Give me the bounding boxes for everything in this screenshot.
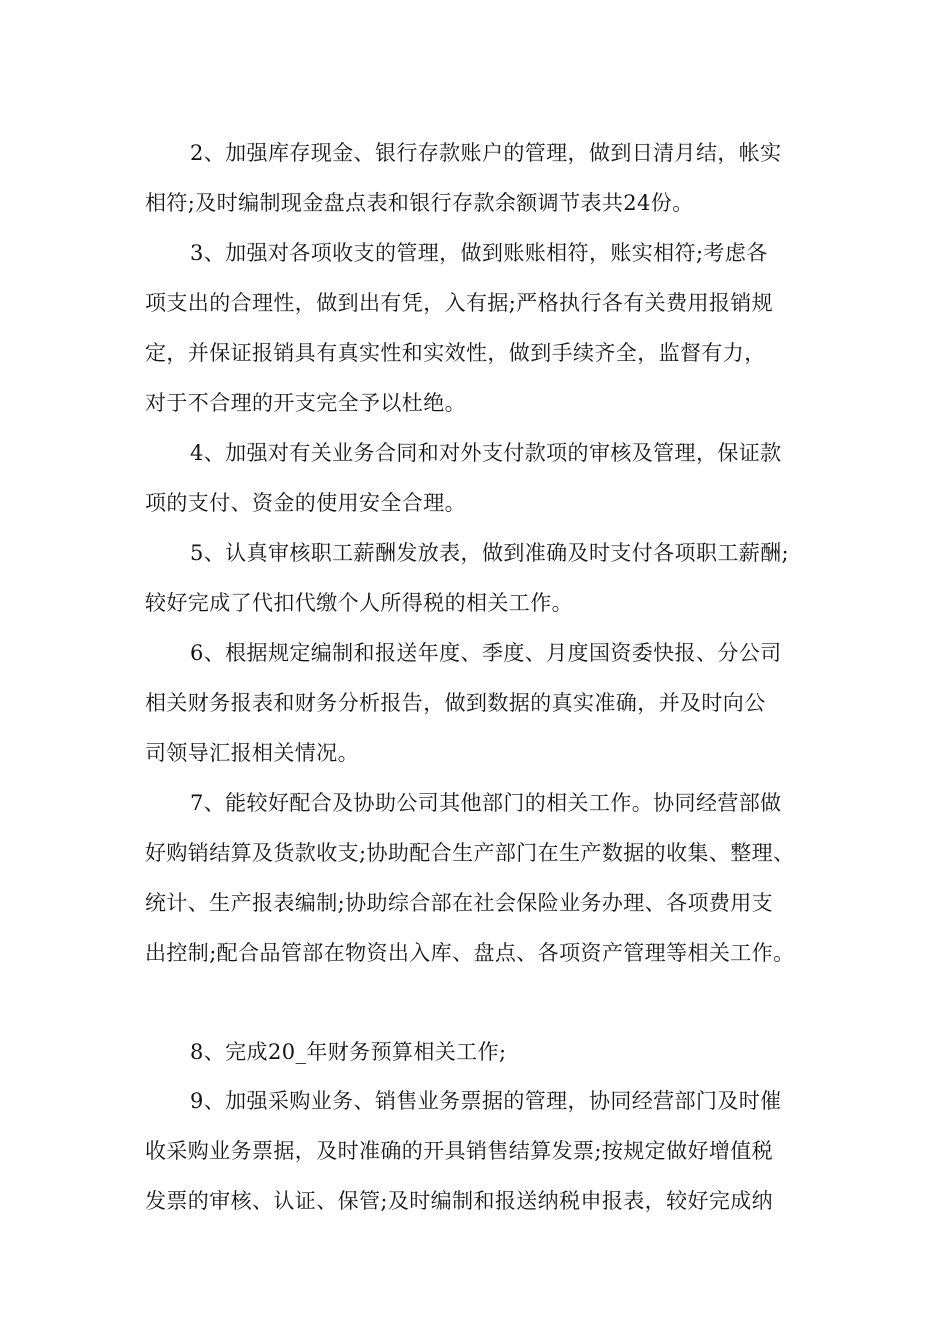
text-line: 定，并保证报销具有真实性和实效性，做到手续齐全，监督有力， [145,341,766,365]
text-line: 3、加强对各项收支的管理，做到账账相符，账实相符;考虑各 [190,241,768,265]
text-line: 出控制;配合品管部在物资出入库、盘点、各项资产管理等相关工作。 [145,941,795,965]
text-line: 项支出的合理性，做到出有凭，入有据;严格执行各有关费用报销规 [145,291,774,315]
text-line: 7、能较好配合及协助公司其他部门的相关工作。协同经营部做 [190,791,782,815]
text-line: 相符;及时编制现金盘点表和银行存款余额调节表共24份。 [145,191,694,215]
text-line: 相关财务报表和财务分析报告，做到数据的真实准确，并及时向公 [145,691,766,715]
text-line: 收采购业务票据，及时准确的开具销售结算发票;按规定做好增值税 [145,1139,774,1163]
text-line: 较好完成了代扣代缴个人所得税的相关工作。 [145,591,573,615]
text-line: 5、认真审核职工薪酬发放表，做到准确及时支付各项职工薪酬; [190,541,790,565]
text-line: 项的支付、资金的使用安全合理。 [145,491,466,515]
text-line: 4、加强对有关业务合同和对外支付款项的审核及管理，保证款 [190,441,782,465]
text-line: 统计、生产报表编制;协助综合部在社会保险业务办理、各项费用支 [145,891,774,915]
text-line: 8、完成20_年财务预算相关工作; [190,1040,507,1064]
text-line: 好购销结算及货款收支;协助配合生产部门在生产数据的收集、整理、 [145,841,795,865]
text-line: 9、加强采购业务、销售业务票据的管理，协同经营部门及时催 [190,1089,782,1113]
text-line: 司领导汇报相关情况。 [145,741,359,765]
text-line: 对于不合理的开支完全予以杜绝。 [145,391,466,415]
text-line: 发票的审核、认证、保管;及时编制和报送纳税申报表，较好完成纳 [145,1189,774,1213]
text-line: 2、加强库存现金、银行存款账户的管理，做到日清月结，帐实 [190,141,782,165]
text-line: 6、根据规定编制和报送年度、季度、月度国资委快报、分公司 [190,641,782,665]
